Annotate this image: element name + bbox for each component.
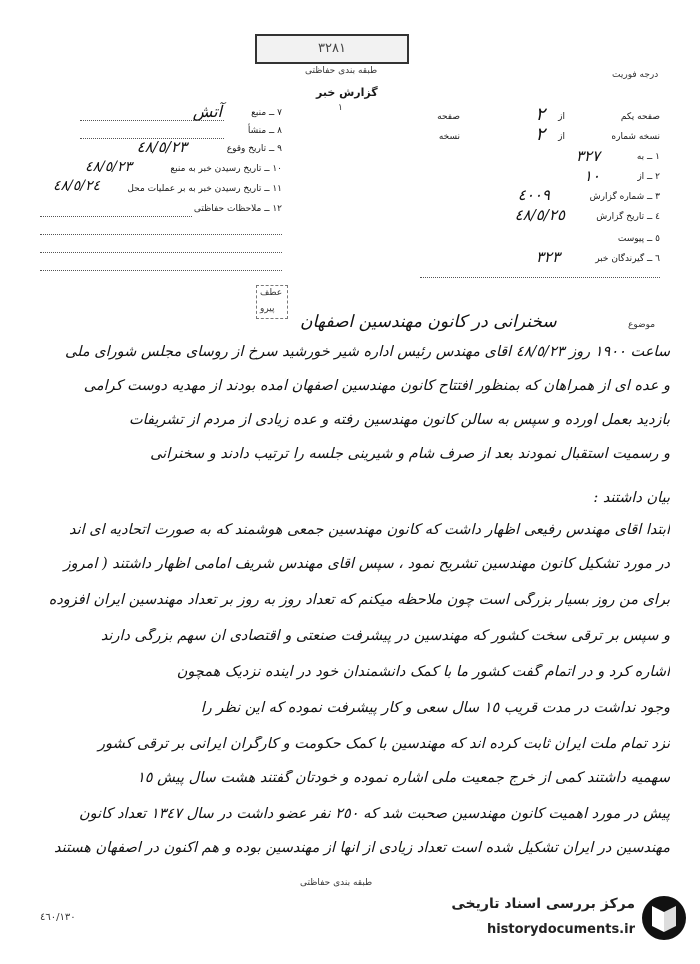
report-title: گزارش خبر — [316, 86, 378, 99]
dotted-line — [40, 252, 282, 253]
field-label-recipients: ٦ ــ گیرندگان خبر — [595, 254, 660, 264]
dotted-line — [420, 277, 660, 278]
body-line: برای من روز بسیار بزرگی است چون ملاحظه میکنم که تعداد روز به روز بر تعداد مهندسین ایران افزوده — [48, 592, 670, 608]
page-number-value: ٢ — [535, 104, 545, 125]
body-line: ساعت ١٩٠٠ روز ٤٨/٥/٢٣ آقای مهندس رئیس اداره شیر خورشید سرخ از روسای مجلس شورای ملی — [64, 344, 670, 360]
field-value-recipients: ٣٢٣ — [535, 248, 560, 266]
copy-number-label: نسخه شماره — [611, 132, 660, 142]
field-label-to: ١ ــ به — [636, 152, 660, 162]
copy-number-value: ٢ — [535, 124, 545, 145]
classification-bottom: طبقه بندی حفاظتی — [300, 878, 373, 888]
dotted-line — [40, 234, 282, 235]
copy-number-of: از — [558, 132, 565, 142]
watermark — [400, 886, 690, 956]
urgency-label: درجه فوریت — [612, 70, 659, 80]
peyro-label: پیرو — [260, 304, 275, 314]
body-line: نزد تمام ملت ایران ثابت کرده اند که مهندسین با کمک حکومت و کارگران ایرانی بر ترقی کشور — [98, 736, 670, 752]
field-label-date-source: ١٠ ــ تاریخ رسیدن خبر به منبع — [170, 164, 282, 174]
field-value-from: ١٠ — [583, 167, 600, 185]
body-line: مهندسین در ایران تشکیل شده است تعداد زیادی از آنها از مهندسین بوده و هم اکنون در اصفهان هستند — [53, 840, 670, 856]
subject-value: سخنرانی در کانون مهندسین اصفهان — [300, 312, 557, 332]
body-line: و عده ای از همراهان که بمنظور افتتاح کانون مهندسین اصفهان آمده بودند از مهدیه دوست کرامی — [83, 378, 670, 394]
field-label-origin: ٨ ــ منشأ — [247, 126, 282, 136]
watermark-url: historydocuments.ir — [486, 922, 635, 937]
page-number-of: از — [558, 112, 565, 122]
subject-label: موضوع — [628, 320, 656, 330]
atf-label: عطف — [260, 288, 283, 298]
field-label-report-number: ٣ ــ شماره گزارش — [589, 192, 660, 202]
field-label-date-operations: ١١ ــ تاریخ رسیدن خبر به بر عملیات محل — [127, 184, 282, 194]
classification-top: طبقه بندی حفاظتی — [305, 66, 378, 76]
page-number-suffix: صفحه — [437, 112, 460, 122]
body-line: بازدید بعمل آورده و سپس به سالن کانون مهندسین رفته و عده زیادی از مردم از تشریفات — [128, 412, 670, 428]
dotted-line — [40, 216, 192, 217]
top-stamp: ٣٢٨١ — [255, 34, 409, 64]
field-label-from: ٢ ــ از — [637, 172, 660, 182]
field-value-date-event: ٤٨/٥/٢٣ — [136, 138, 187, 156]
body-line: و سپس بر ترقی سخت کشور که مهندسین در پیشرفت صنعتی و اقتصادی آن سهم بزرگی دارند — [100, 628, 670, 644]
body-line: وجود نداشت در مدت قریب ١٥ سال سعی و کار پیشرفت نموده که این نظر را — [200, 700, 670, 716]
field-value-source: آتش — [192, 102, 222, 121]
page-number-label: صفحه یکم — [620, 112, 660, 122]
body-line: پیش در مورد اهمیت کانون مهندسین صحبت شد که ٢٥٠ نفر عضو داشت در سال ١٣٤٧ تعداد کانون — [78, 806, 670, 822]
field-label-report-date: ٤ ــ تاریخ گزارش — [596, 212, 660, 222]
body-line: بیان داشتند : — [593, 490, 670, 506]
field-value-report-date: ٤٨/٥/٢٥ — [514, 206, 565, 224]
watermark-title: مرکز بررسی اسناد تاریخی — [451, 896, 635, 912]
body-line: در مورد تشکیل کانون مهندسین تشریح نمود ، سپس آقای مهندس شریف امامی اظهار داشتند ( امروز — [63, 556, 670, 572]
field-label-date-event: ٩ ــ تاریخ وقوع — [226, 144, 282, 154]
form-code: ٤٦٠/١٣٠ — [40, 912, 76, 923]
dotted-line — [40, 270, 282, 271]
dotted-line — [80, 120, 224, 121]
body-line: و رسمیت استقبال نمودند بعد از صرف شام و شیرینی جلسه را ترتیب دادند و سخنرانی — [150, 446, 670, 462]
report-subtitle: ١ — [338, 103, 343, 113]
field-value-date-source: ٤٨/٥/٢٣ — [84, 159, 132, 175]
body-line: اشاره کرد و در اتمام گفت کشور ما با کمک دانشمندان خود در آینده نزدیک همچون — [176, 664, 670, 680]
field-value-to: ٣٢٧ — [575, 147, 600, 165]
field-label-source: ٧ ــ منبع — [251, 108, 282, 118]
body-line: سهمیه داشتند کمی از خرج جمعیت ملی اشاره نموده و خودتان گفتند هشت سال پیش ١٥ — [136, 770, 670, 786]
field-value-date-operations: ٤٨/٥/٢٤ — [52, 178, 100, 194]
book-icon — [640, 892, 688, 944]
copy-number-suffix: نسخه — [438, 132, 460, 142]
field-label-attachment: ٥ ــ پیوست — [617, 234, 660, 244]
field-value-report-number: ٤٠٠٩ — [517, 186, 550, 204]
body-line: ابتدا آقای مهندس رفیعی اظهار داشت که کانون مهندسین جمعی هوشمند که به صورت اتحادیه ای اند — [69, 522, 670, 538]
field-label-security-notes: ١٢ ــ ملاحظات حفاظتی — [193, 204, 282, 214]
